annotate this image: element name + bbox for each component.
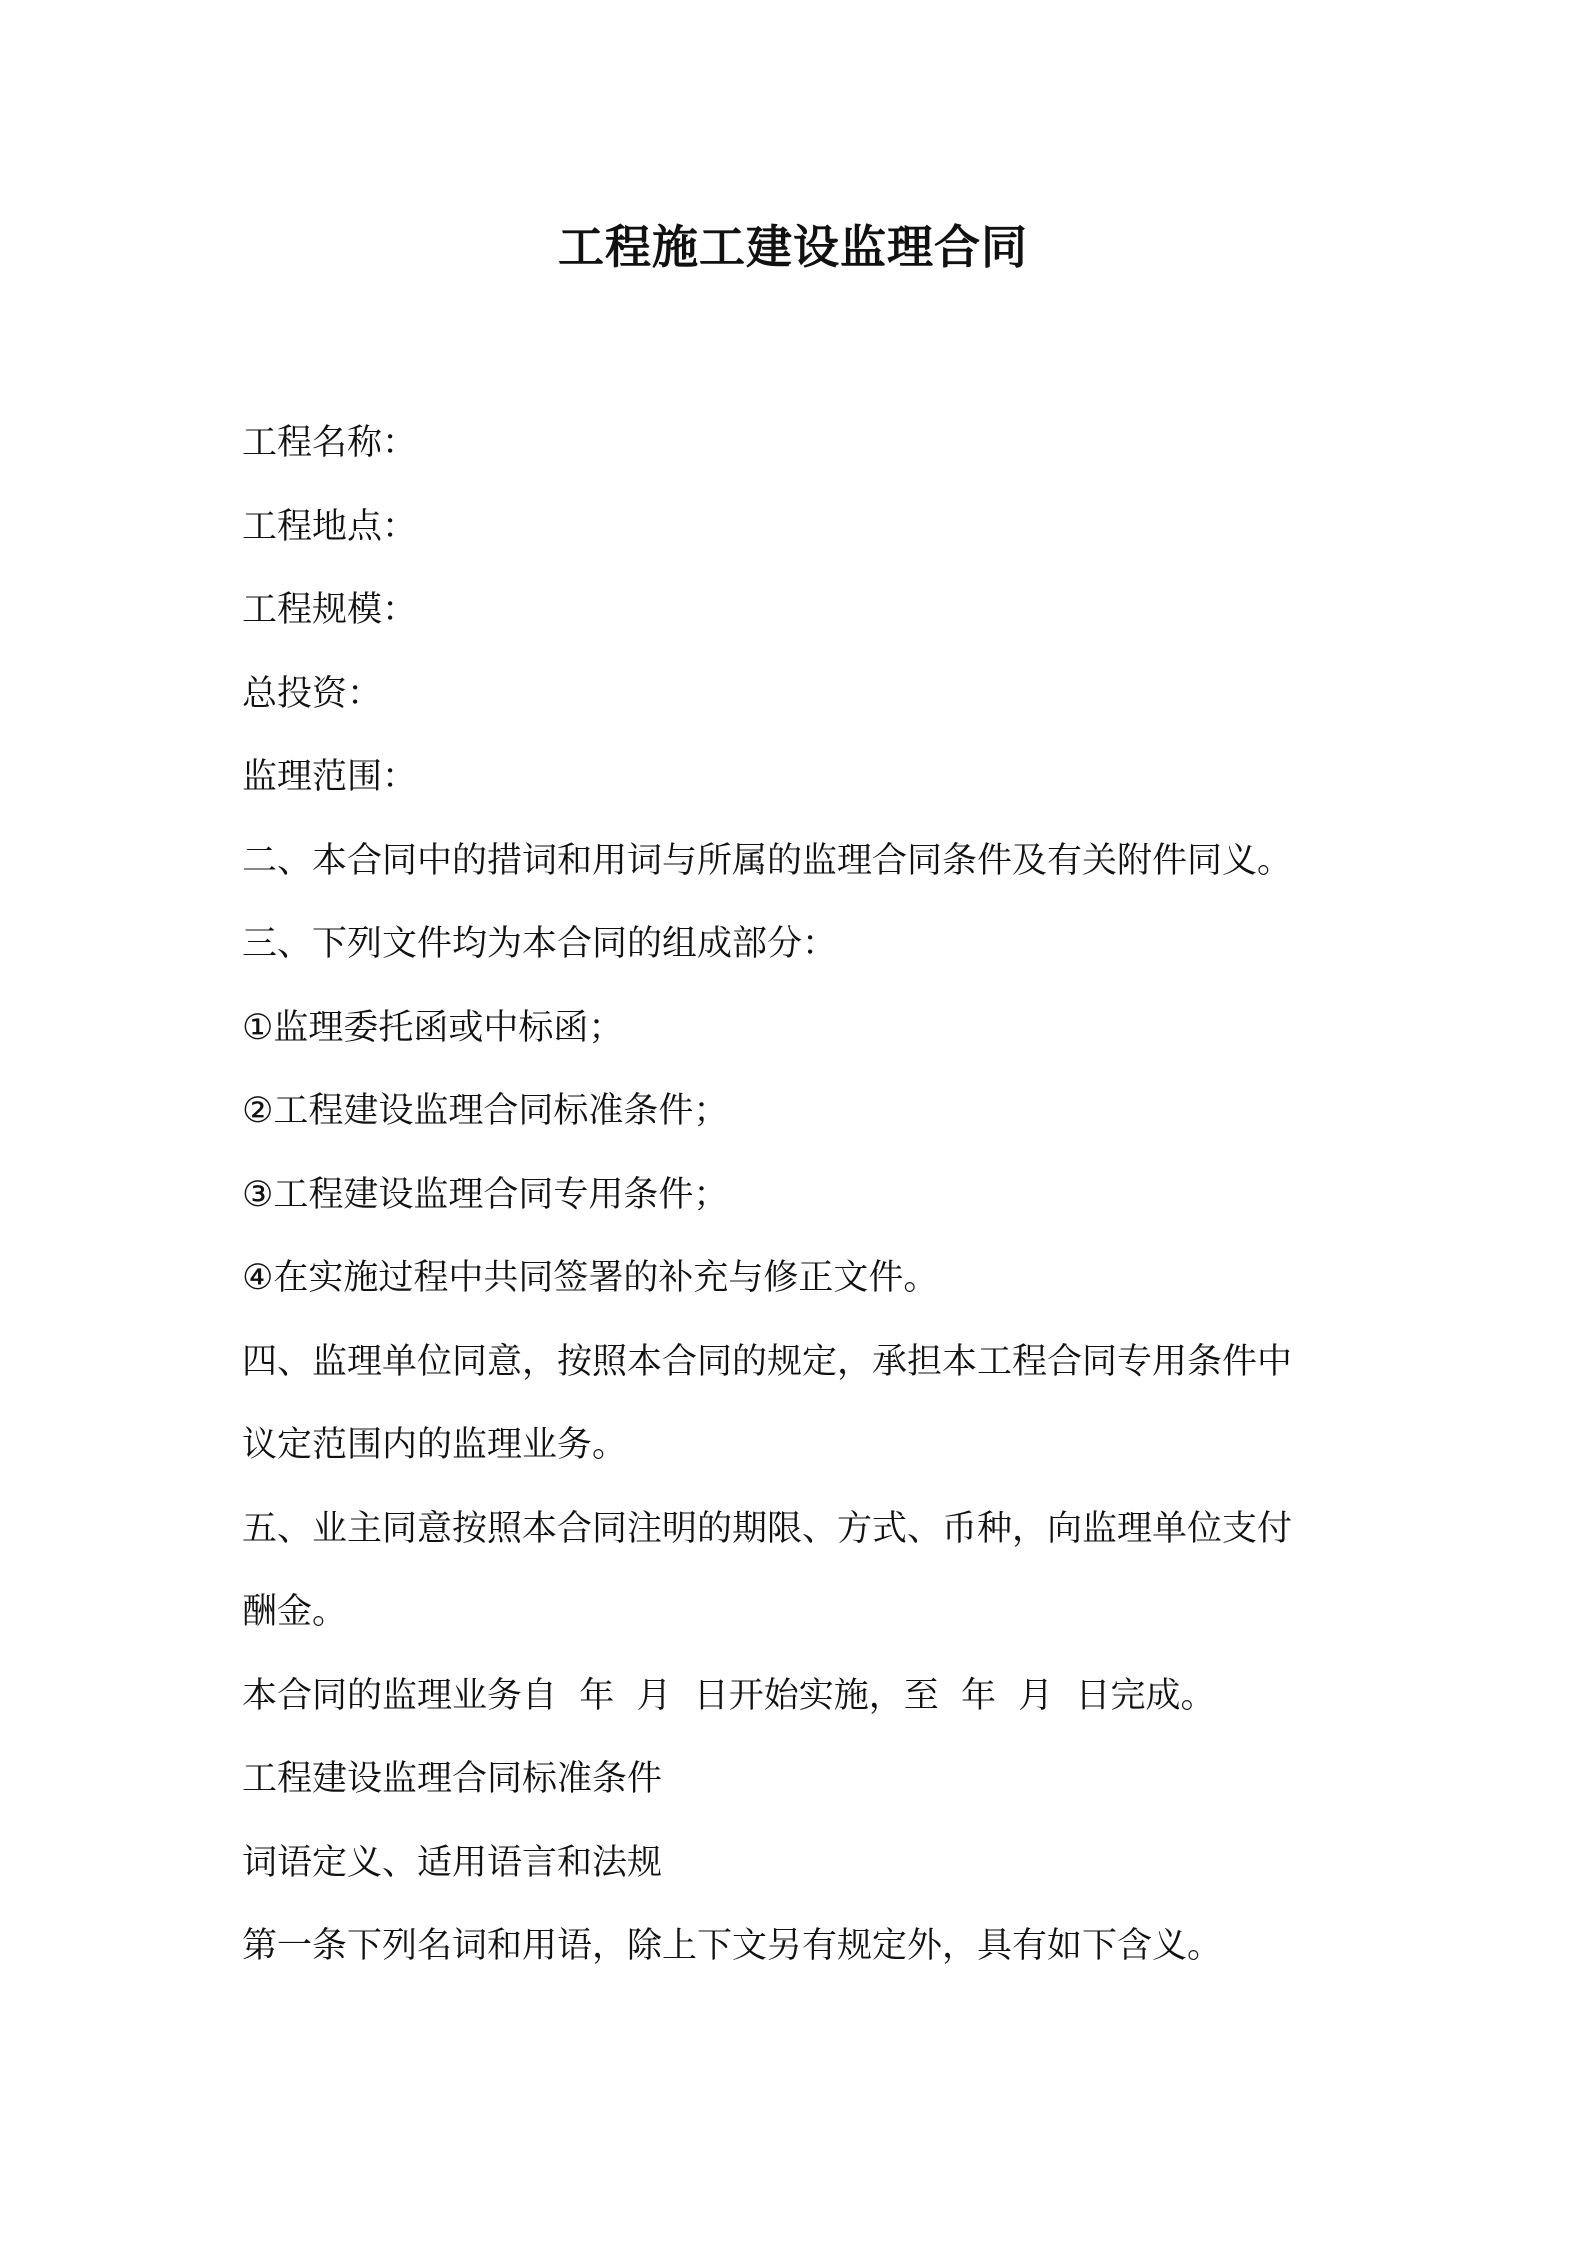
section-heading-definitions: 词语定义、适用语言和法规 bbox=[242, 1842, 663, 1883]
field-supervision-scope: 监理范围： bbox=[242, 757, 418, 797]
clause-three: 三、下列文件均为本合同的组成部分： bbox=[242, 924, 838, 964]
field-total-investment: 总投资： bbox=[242, 673, 383, 714]
list-item-4: ④在实施过程中共同签署的补充与修正文件。 bbox=[242, 1258, 939, 1298]
list-item-2: ②工程建设监理合同标准条件； bbox=[242, 1091, 729, 1131]
field-project-location: 工程地点： bbox=[242, 506, 418, 547]
section-heading-standard-conditions: 工程建设监理合同标准条件 bbox=[242, 1759, 663, 1799]
list-item-1: ①监理委托函或中标函； bbox=[242, 1007, 624, 1048]
clause-four-line-1: 四、监理单位同意，按照本合同的规定，承担本工程合同专用条件中 bbox=[242, 1341, 1293, 1382]
clause-five-line-1: 五、业主同意按照本合同注明的期限、方式、币种，向监理单位支付 bbox=[242, 1508, 1293, 1549]
clause-two: 二、本合同中的措词和用词与所属的监理合同条件及有关附件同义。 bbox=[242, 840, 1293, 881]
document-body bbox=[242, 402, 1362, 1989]
field-project-scale: 工程规模： bbox=[242, 590, 418, 630]
field-project-name: 工程名称： bbox=[242, 423, 418, 463]
clause-four-line-2: 议定范围内的监理业务。 bbox=[242, 1425, 628, 1465]
clause-five-line-2: 酬金。 bbox=[242, 1592, 348, 1632]
list-item-3: ③工程建设监理合同专用条件； bbox=[242, 1174, 729, 1215]
term-period: 本合同的监理业务自 年 月 日开始实施，至 年 月 日完成。 bbox=[242, 1675, 1216, 1716]
article-one: 第一条下列名词和用语，除上下文另有规定外，具有如下含义。 bbox=[242, 1926, 1223, 1966]
document-title: 工程施工建设监理合同 bbox=[558, 220, 1028, 274]
